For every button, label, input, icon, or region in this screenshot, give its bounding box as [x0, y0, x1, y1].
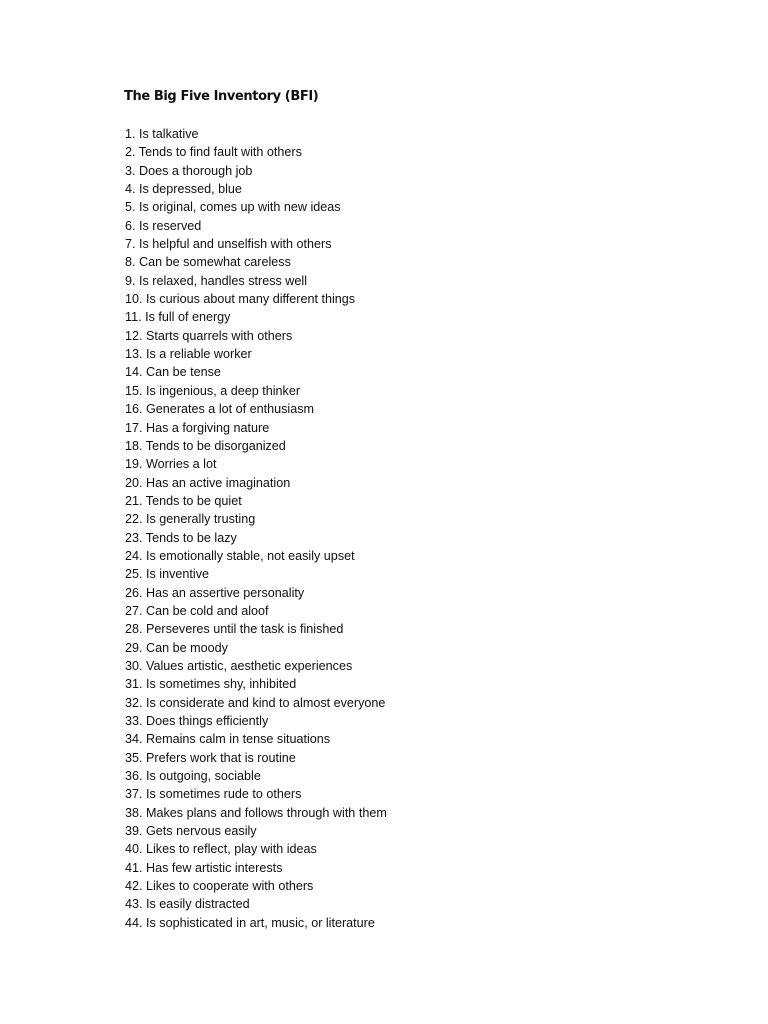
inventory-item: 25. Is inventive [125, 567, 210, 582]
inventory-item: 36. Is outgoing, sociable [125, 769, 261, 784]
inventory-item: 10. Is curious about many different things [125, 292, 356, 307]
inventory-item: 11. Is full of energy [125, 310, 231, 325]
inventory-item: 16. Generates a lot of enthusiasm [125, 402, 315, 417]
inventory-item: 1. Is talkative [125, 127, 199, 141]
inventory-item: 19. Worries a lot [125, 457, 217, 472]
inventory-item: 15. Is ingenious, a deep thinker [125, 383, 301, 398]
inventory-item: 9. Is relaxed, handles stress well [125, 273, 307, 288]
inventory-item: 20. Has an active imagination [125, 475, 291, 490]
inventory-item: 12. Starts quarrels with others [125, 328, 293, 343]
inventory-item: 21. Tends to be quiet [125, 493, 242, 508]
inventory-item: 17. Has a forgiving nature [125, 420, 270, 435]
inventory-item: 8. Can be somewhat careless [125, 255, 291, 270]
inventory-item: 44. Is sophisticated in art, music, or literature [125, 915, 375, 930]
inventory-item: 38. Makes plans and follows through with them [125, 805, 387, 820]
inventory-item: 3. Does a thorough job [125, 163, 253, 178]
inventory-item: 26. Has an assertive personality [125, 585, 305, 600]
inventory-item: 31. Is sometimes shy, inhibited [125, 677, 297, 692]
inventory-item: 27. Can be cold and aloof [125, 603, 269, 618]
inventory-item: 23. Tends to be lazy [125, 530, 237, 545]
inventory-item: 32. Is considerate and kind to almost everyone [125, 695, 386, 710]
inventory-item: 4. Is depressed, blue [125, 182, 242, 197]
document-title: The Big Five Inventory (BFI) [124, 89, 319, 104]
inventory-item: 34. Remains calm in tense situations [125, 732, 331, 747]
inventory-item: 13. Is a reliable worker [125, 347, 252, 362]
inventory-item: 6. Is reserved [125, 218, 202, 233]
inventory-item: 22. Is generally trusting [125, 512, 256, 527]
inventory-item: 33. Does things efficiently [125, 714, 269, 728]
inventory-item: 7. Is helpful and unselfish with others [125, 237, 332, 252]
inventory-item: 39. Gets nervous easily [125, 824, 257, 839]
inventory-item: 42. Likes to cooperate with others [125, 879, 314, 894]
inventory-item: 40. Likes to reflect, play with ideas [125, 842, 317, 857]
inventory-item: 14. Can be tense [125, 365, 221, 380]
inventory-item: 5. Is original, comes up with new ideas [125, 200, 341, 215]
inventory-item: 41. Has few artistic interests [125, 860, 283, 875]
inventory-item: 24. Is emotionally stable, not easily upset [125, 548, 355, 563]
inventory-item: 2. Tends to find fault with others [125, 145, 302, 160]
inventory-item: 29. Can be moody [125, 640, 228, 655]
inventory-item: 35. Prefers work that is routine [125, 750, 296, 765]
inventory-item: 43. Is easily distracted [125, 897, 250, 912]
inventory-item: 37. Is sometimes rude to others [125, 787, 302, 802]
inventory-item: 30. Values artistic, aesthetic experiences [125, 658, 353, 673]
inventory-item: 28. Perseveres until the task is finished [125, 622, 344, 637]
inventory-item: 18. Tends to be disorganized [125, 438, 286, 453]
inventory-item-list [125, 125, 387, 932]
